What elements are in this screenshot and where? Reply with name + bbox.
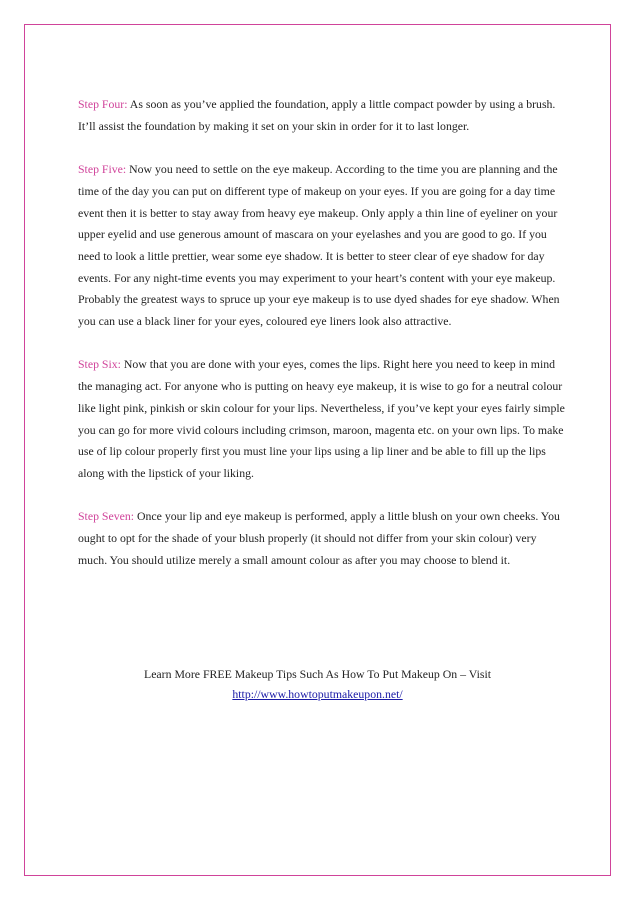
step-seven-paragraph — [78, 506, 568, 571]
step-seven-label: Step Seven: — [78, 509, 135, 524]
step-four-paragraph — [78, 94, 568, 137]
step-five-label: Step Five: — [78, 162, 127, 177]
step-six-label: Step Six: — [78, 357, 121, 372]
step-five-text: Now you need to settle on the eye makeup. According to the time you are planning and the time of the day you can put on different type of makeup on your eyes. If you are going for a day time event then it is better to stay away from heavy eye makeup. Only apply a thin line of eyeliner on your upper eyelid and use generous amount of mascara on your eyelashes and you are good to go. If you need to look a little prettier, wear some eye shadow. It is better to steer clear of eye shadow for day events. For any night-time events you may experiment to your heart’s content with your eye makeup. Probably the greatest ways to spruce up your eye makeup is to use dyed shades for eye shadow. When you can use a black liner for your eyes, coloured eye liners look also attractive. — [78, 162, 560, 329]
step-five-paragraph — [78, 159, 568, 333]
step-seven-text: Once your lip and eye makeup is performed, apply a little blush on your own cheeks. You ought to opt for the shade of your blush properly (it should not differ from your skin colour) very much. You should utilize merely a small amount colour as after you may choose to blend it. — [78, 509, 560, 567]
footer-line: Learn More FREE Makeup Tips Such As How To Put Makeup On – Visit — [143, 667, 492, 681]
step-four-label: Step Four: — [78, 97, 128, 111]
step-four-text: As soon as you’ve applied the foundation, apply a little compact powder by using a brush. It’ll assist the foundation by making it set on your skin in order for it to last longer. — [78, 97, 556, 133]
step-six-paragraph — [78, 354, 568, 484]
footer-link[interactable]: http://www.howtoputmakeupon.net/ — [232, 687, 403, 701]
document-body — [78, 94, 568, 593]
footer — [24, 664, 611, 704]
step-six-text: Now that you are done with your eyes, comes the lips. Right here you need to keep in mind the managing act. For anyone who is putting on heavy eye makeup, it is wise to go for a neutral colour like light pink, pinkish or skin colour for your lips. Nevertheless, if you’ve kept your eyes fairly simple you can go for more vivid colours including crimson, maroon, magenta etc. on your own lips. To make use of lip colour properly first you must line your lips using a lip liner and be able to fill up the lips along with the lipstick of your liking. — [78, 357, 565, 480]
